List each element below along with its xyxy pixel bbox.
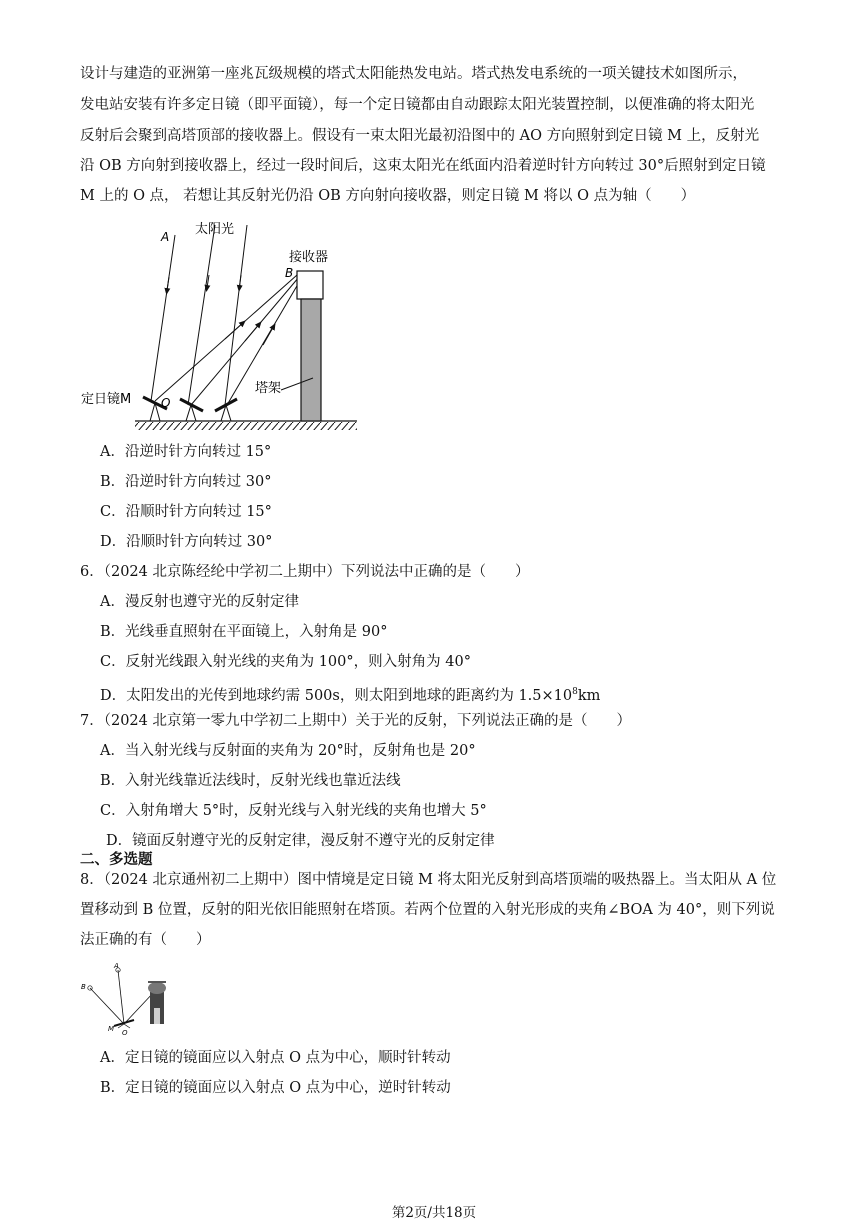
q6-option-a: A．漫反射也遵守光的反射定律 bbox=[100, 594, 299, 610]
q5-option-b: B．沿逆时针方向转过 30° bbox=[100, 474, 272, 490]
q8-line-1: 8．（2024 北京通州初二上期中）图中情境是定日镜 M 将太阳光反射到高塔顶端的吸热器上。当太阳从 A 位 bbox=[80, 872, 777, 888]
q6-option-d-prefix: D．太阳发出的光传到地球约需 500s，则太阳到地球的距离约为 1.5×10 bbox=[100, 687, 573, 704]
q7-option-b: B．入射光线靠近法线时，反射光线也靠近法线 bbox=[100, 773, 401, 789]
q6-stem: 6．（2024 北京陈经纶中学初二上期中）下列说法中正确的是（ ） bbox=[80, 564, 530, 580]
q8-line-2: 置移动到 B 位置，反射的阳光依旧能照射在塔顶。若两个位置的入射光形成的夹角∠BOA 为 40°，则下列说 bbox=[80, 902, 775, 918]
q5-line-1: 设计与建造的亚洲第一座兆瓦级规模的塔式太阳能热发电站。塔式热发电系统的一项关键技术如图所示， bbox=[80, 66, 747, 82]
q8-label-O: O bbox=[122, 1029, 128, 1037]
q6-option-d-exponent: 8 bbox=[572, 687, 578, 697]
q7-option-c: C．入射角增大 5°时，反射光线与入射光线的夹角也增大 5° bbox=[100, 803, 487, 819]
q8-figure-heliostat bbox=[78, 958, 188, 1038]
q6-option-d bbox=[100, 682, 600, 706]
q7-option-d: D．镜面反射遵守光的反射定律，漫反射不遵守光的反射定律 bbox=[106, 833, 495, 849]
q7-option-a: A．当入射光线与反射面的夹角为 20°时，反射角也是 20° bbox=[100, 743, 476, 759]
q8-label-B: B bbox=[81, 983, 86, 991]
q8-label-A: A bbox=[114, 962, 119, 970]
q5-label-tower: 塔架 bbox=[255, 381, 282, 396]
q5-option-c: C．沿顺时针方向转过 15° bbox=[100, 504, 272, 520]
q6-option-c: C．反射光线跟入射光线的夹角为 100°，则入射角为 40° bbox=[100, 654, 471, 670]
q6-option-d-unit: km bbox=[577, 687, 601, 704]
q5-label-A: A bbox=[161, 230, 170, 244]
page-number-footer: 第2页/共18页 bbox=[391, 1205, 477, 1221]
q5-label-mirror: 定日镜M bbox=[81, 392, 132, 407]
q5-label-sunlight: 太阳光 bbox=[195, 222, 235, 237]
q8-option-a: A．定日镜的镜面应以入射点 O 点为中心，顺时针转动 bbox=[100, 1050, 451, 1066]
q5-line-5: M 上的 O 点， 若想让其反射光仍沿 OB 方向射向接收器，则定日镜 M 将以 O 点为轴（ ） bbox=[80, 188, 696, 204]
q5-option-d: D．沿顺时针方向转过 30° bbox=[100, 534, 273, 550]
q8-option-b: B．定日镜的镜面应以入射点 O 点为中心，逆时针转动 bbox=[100, 1080, 451, 1096]
q6-option-b: B．光线垂直照射在平面镜上，入射角是 90° bbox=[100, 624, 388, 640]
q5-label-B: B bbox=[285, 266, 294, 280]
q8-line-3: 法正确的有（ ） bbox=[80, 932, 211, 948]
q7-stem: 7．（2024 北京第一零九中学初二上期中）关于光的反射，下列说法正确的是（ ） bbox=[80, 713, 631, 729]
q5-line-2: 发电站安装有许多定日镜（即平面镜），每一个定日镜都由自动跟踪太阳光装置控制，以便准确的将太阳光 bbox=[80, 97, 755, 113]
q5-label-O: O bbox=[161, 396, 171, 410]
q5-label-receiver: 接收器 bbox=[289, 250, 329, 265]
q5-option-a: A．沿逆时针方向转过 15° bbox=[100, 444, 272, 460]
section-heading-multi-choice: 二、多选题 bbox=[80, 851, 153, 868]
q8-label-M: M bbox=[108, 1025, 115, 1033]
q5-line-4: 沿 OB 方向射到接收器上，经过一段时间后，这束太阳光在纸面内沿着逆时针方向转过 30°后照射到定日镜 bbox=[80, 158, 766, 174]
q5-line-3: 反射后会聚到高塔顶部的接收器上。假设有一束太阳光最初沿图中的 AO 方向照射到定日镜 M 上，反射光 bbox=[80, 128, 760, 144]
q5-figure-solar-tower bbox=[75, 215, 365, 435]
